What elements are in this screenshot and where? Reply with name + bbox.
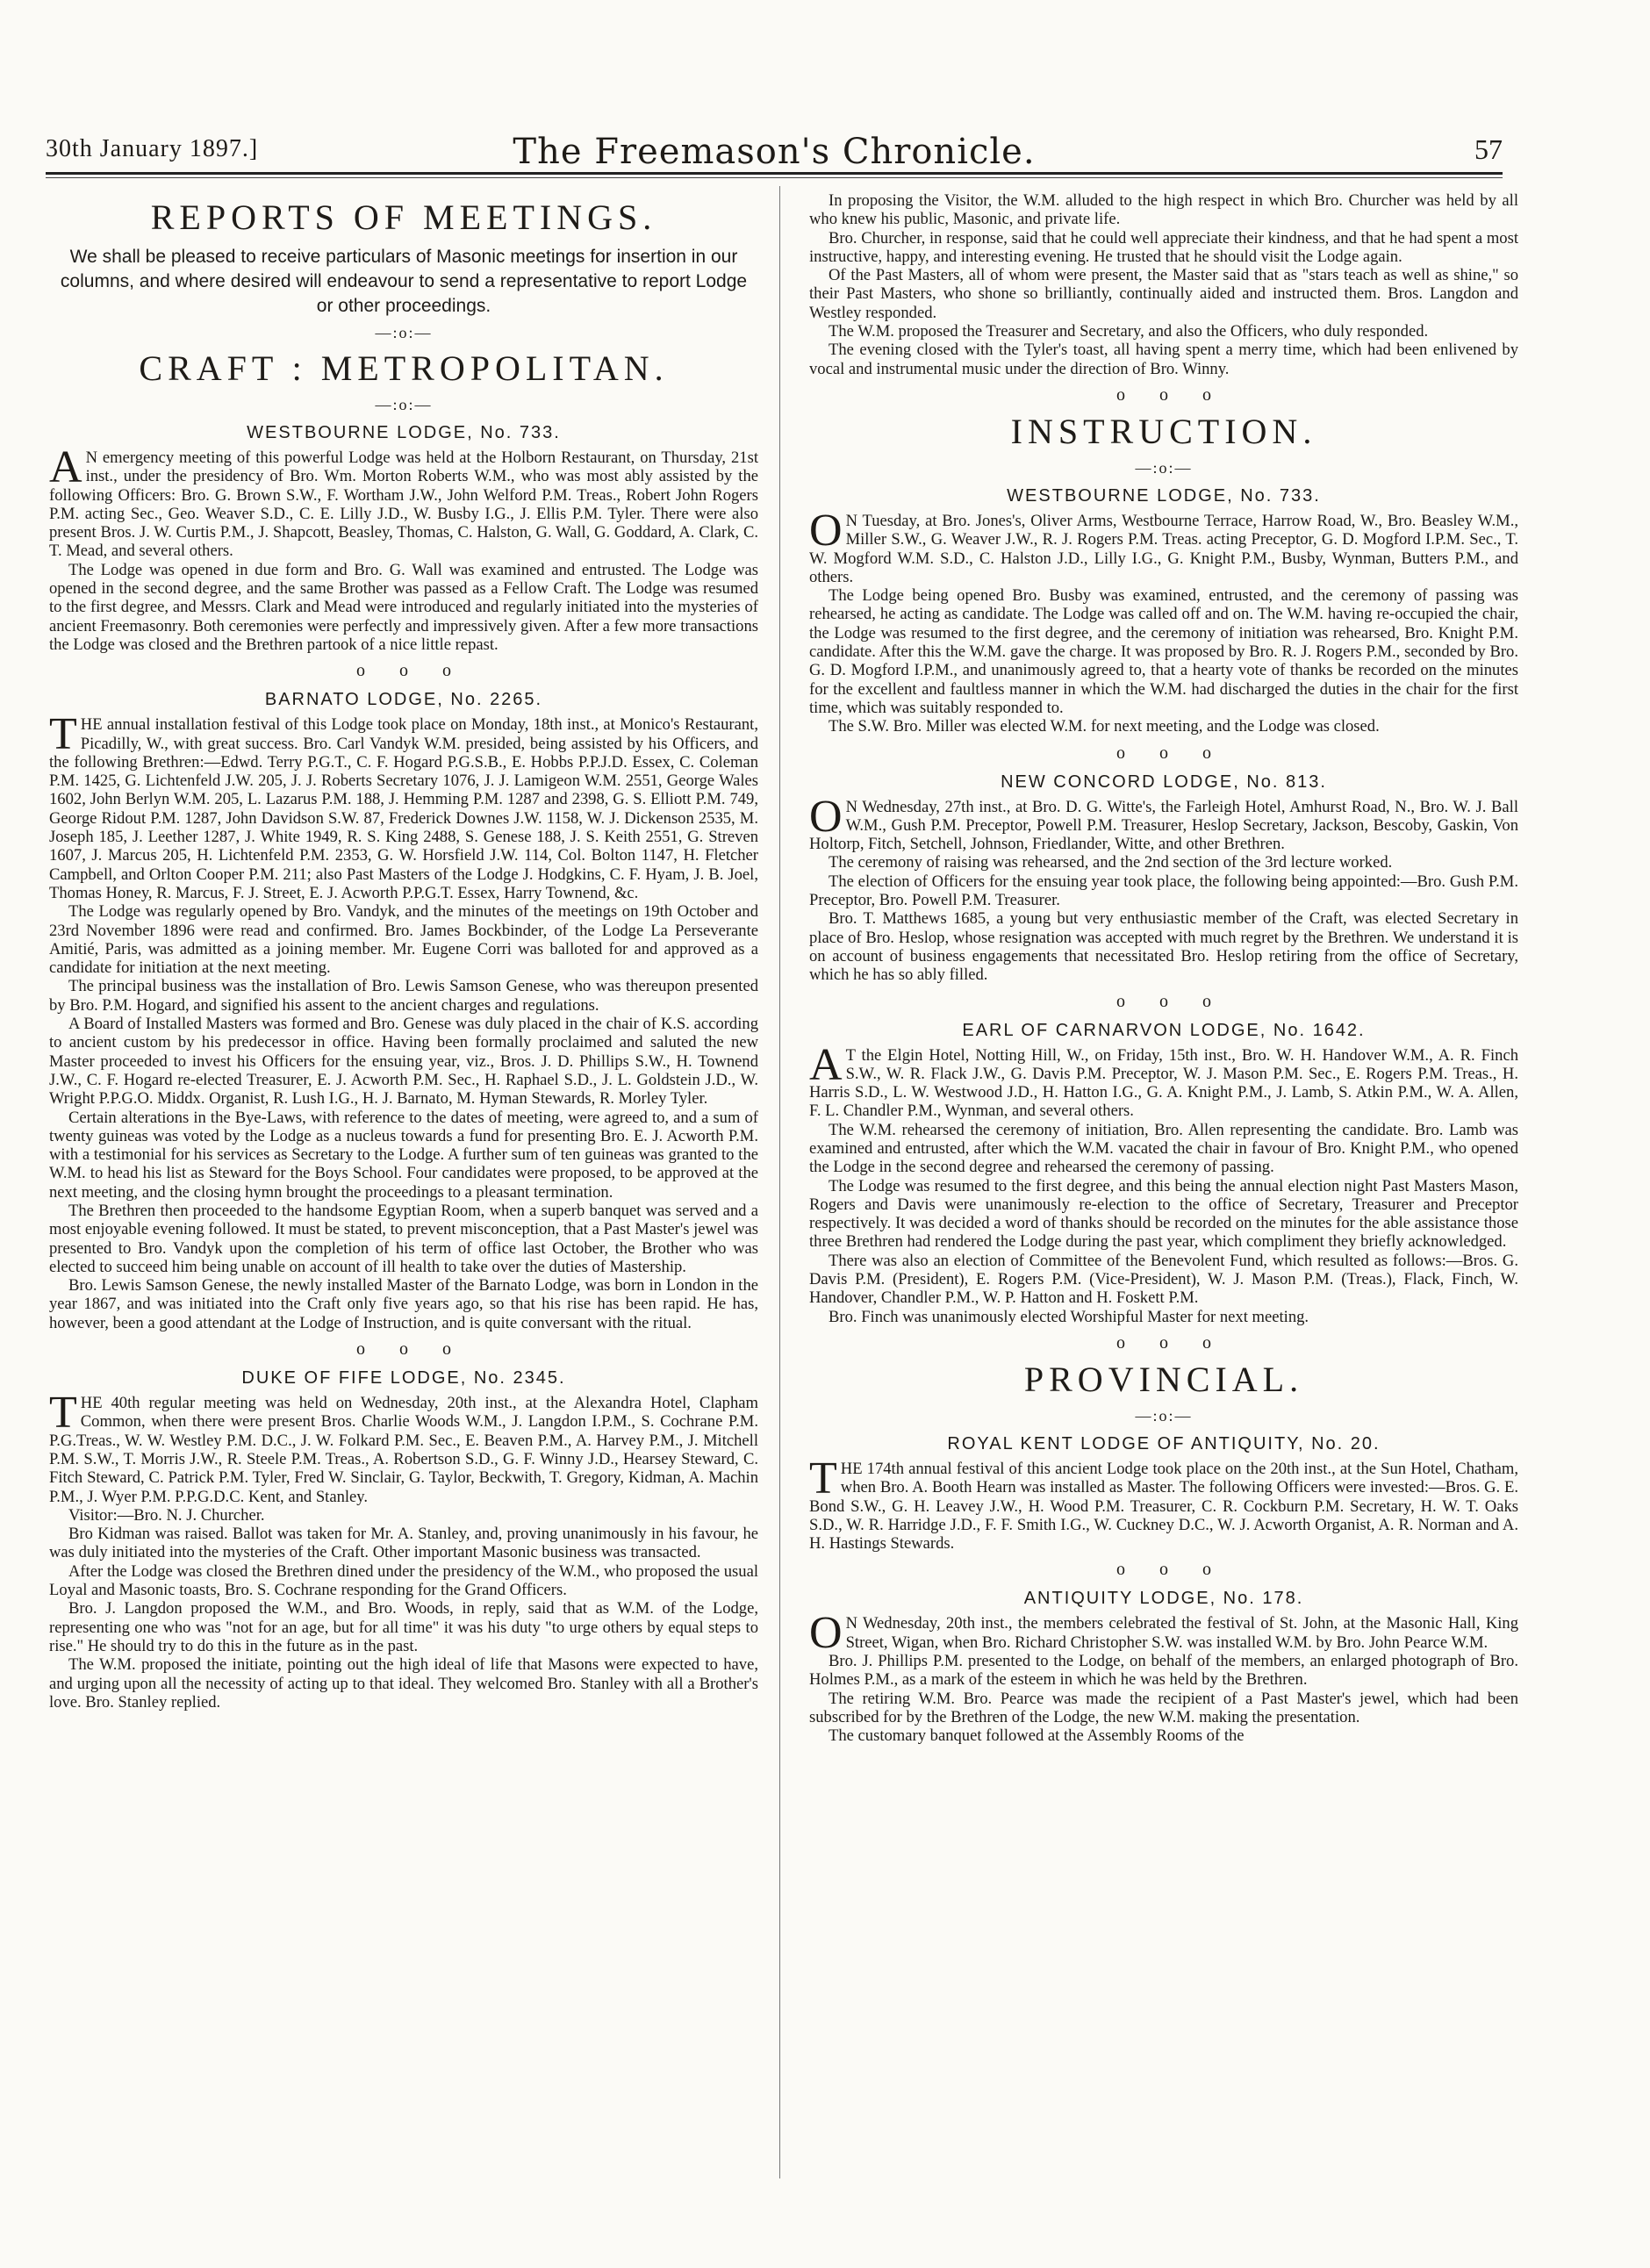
- article-paragraph: The Brethren then proceeded to the handsome Egyptian Room, when a superb banquet was served and a most enjoyable evening followed. It must be stated, to prevent misconception, that a Past Master's jewel was presented to Bro. Vandyk upon the completion of his term of office last October, the Brother who was elected to succeed him being unable on account of ill health to take over the duties of Mastership.: [49, 1201, 758, 1276]
- drop-cap: T: [49, 1388, 77, 1439]
- article-paragraph: Visitor:—Bro. N. J. Churcher.: [68, 1505, 265, 1525]
- separator: —:o:—: [375, 324, 433, 341]
- article-paragraph: Of the Past Masters, all of whom were present, the Master said that as "stars teach as well as shine," so their Past Masters, who shone so brilliantly, continually aided and instructed them. Bros. Langdon and Westley responded.: [809, 266, 1518, 322]
- article-paragraph: Bro. Finch was unanimously elected Worshipful Master for next meeting.: [829, 1307, 1309, 1326]
- section-ornament: o o o: [1116, 384, 1211, 405]
- craft-metropolitan-heading: CRAFT : METROPOLITAN.: [139, 348, 669, 388]
- page-number: 57: [1474, 133, 1503, 165]
- article-paragraph: O N Wednesday, 20th inst., the members celebrated the festival of St. John, at the Masonic Hall, King Street, Wigan, when Bro. Richard Christopher S.W. was installed W.M. by Bro. John Pearce W.M.: [809, 1608, 1518, 1659]
- section-ornament: o o o: [356, 1339, 451, 1360]
- article-paragraph: Bro. Churcher, in response, said that he could well appreciate their kindness, and that he had spent a most instructive, happy, and interesting evening. He trusted that he should visit the Lodge again.: [809, 228, 1518, 266]
- section-ornament: o o o: [356, 661, 451, 681]
- article-paragraph: The W.M. rehearsed the ceremony of initiation, Bro. Allen representing the candidate. Bro. Lamb was examined and entrusted, after which the W.M. vacated the chair in favour of Bro. Knight P.M., who opened the Lodge in the second degree and rehearsed the ceremony of passing.: [809, 1120, 1518, 1177]
- header-rule: [46, 172, 1503, 175]
- article-paragraph: The Lodge was regularly opened by Bro. Vandyk, and the minutes of the meetings on 19th October and 23rd November 1896 were read and confirmed. Bro. James Bockbinder, of the Lodge La Perseverante Amitié, Paris, was admitted as a joining member. Mr. Eugene Corri was balloted for and approved as a candidate for initiation at the next meeting.: [49, 902, 758, 978]
- section-ornament: o o o: [1116, 991, 1211, 1011]
- article-paragraph: The Lodge was opened in due form and Bro. G. Wall was examined and entrusted. The Lodge was opened in the second degree, and the same Brother was passed as a Fellow Craft. The Lodge was resumed to the first degree, and Messrs. Clark and Mead were introduced and regularly initiated into the mysteries of ancient Freemasonry. Both ceremonies were perfectly and impressively given. After a few more transactions the Lodge was closed and the Brethren partook of a nice little repast.: [49, 560, 758, 654]
- article-paragraph: The W.M. proposed the initiate, pointing out the high ideal of life that Masons were expected to have, and urging upon all the necessity of acting up to that ideal. They welcomed Bro. Stanley with all a Brother's love. Bro. Stanley replied.: [49, 1655, 758, 1712]
- issue-date: 30th January 1897.]: [46, 135, 259, 162]
- section-ornament: o o o: [1116, 1560, 1211, 1580]
- article-paragraph: Bro. Lewis Samson Genese, the newly installed Master of the Barnato Lodge, was born in London in the year 1867, and was initiated into the Craft only five years ago, so that his rise has been rapid. He has, however, been a good attendant at the Lodge of Instruction, and is quite conversant with the ritual.: [49, 1276, 758, 1332]
- drop-cap: O: [809, 1608, 843, 1659]
- section-ornament: o o o: [1116, 743, 1211, 763]
- right-column: [809, 191, 1518, 1746]
- lodge-title-westbourne: WESTBOURNE LODGE, No. 733.: [247, 423, 561, 442]
- article-paragraph: After the Lodge was closed the Brethren dined under the presidency of the W.M., who proposed the usual Loyal and Masonic toasts, Bro. S. Cochrane responding for the Grand Officers.: [49, 1561, 758, 1600]
- article-paragraph: The retiring W.M. Bro. Pearce was made the recipient of a Past Master's jewel, which had been subscribed for by the Brethren of the Lodge, the new W.M. making the presentation.: [809, 1689, 1518, 1726]
- reports-intro: We shall be pleased to receive particulars of Masonic meetings for insertion in our columns, and where desired will endeavour to send a representative to report Lodge or other proceedings.: [60, 247, 748, 316]
- article-paragraph: The election of Officers for the ensuing year took place, the following being appointed:—Bro. Gush P.M. Preceptor, Bro. Powell P.M. Treasurer.: [809, 872, 1518, 910]
- article-paragraph: The W.M. proposed the Treasurer and Secretary, and also the Officers, who duly responded.: [829, 322, 1429, 341]
- article-paragraph: O N Wednesday, 27th inst., at Bro. D. G. Witte's, the Farleigh Hotel, Amhurst Road, N., Bro. W. J. Ball W.M., Gush P.M. Preceptor, Powell P.M. Treasurer, Heslop Secretary, Jackson, Bescoby, Gaskin, Von Holtorp, Fitch, Setchell, Johnson, Friedlander, Witte, and other Brethren.: [809, 791, 1518, 854]
- header-rule-thin: [46, 177, 1503, 178]
- page-header: [46, 132, 1503, 176]
- instruction-heading: INSTRUCTION.: [1010, 411, 1317, 451]
- article-paragraph: Bro Kidman was raised. Ballot was taken for Mr. A. Stanley, and, proving unanimously in his favour, he was duly initiated into the mysteries of the Craft. Other important Masonic business was transacted.: [49, 1525, 758, 1562]
- lodge-title-carnarvon: EARL OF CARNARVON LODGE, No. 1642.: [962, 1020, 1366, 1040]
- article-paragraph: O N Tuesday, at Bro. Jones's, Oliver Arms, Westbourne Terrace, Harrow Road, W., Bro. Beasley W.M., Miller S.W., G. Weaver J.W., R. J. Rogers P.M. Treas. acting Preceptor, G. D. Mogford I.P.M. Sec., T. W. Mogford W.M. S.D., C. Halston J.D., Lilly I.G., G. Knight P.M., Busby, Wynman, Butters P.M., and others.: [809, 505, 1518, 586]
- article-paragraph: THE 40th regular meeting was held on Wednesday, 20th inst., at the Alexandra Hotel, Clapham Common, when there were present Bros. Charlie Woods W.M., J. Langdon I.P.M., S. Cochrane P.M. P.G.Treas., W. W. Westley P.M. D.C., J. W. Folkard P.M. Sec., E. Beaven P.M., A. Harvey P.M., J. Mitchell P.M. S.W., T. Morris J.W., R. Steele P.M. Treas., A. Robertson S.D., G. F. Winny J.D., Hearsey Steward, C. Fitch Steward, C. Patrick P.M. Tyler, Fred W. Sinclair, G. Taylor, Beckwith, T. Gregory, Kidman, A. Machin P.M., J. Wyer P.M. P.P.G.D.C. Kent, and Stanley.: [49, 1388, 758, 1506]
- article-paragraph: Bro. T. Matthews 1685, a young but very enthusiastic member of the Craft, was elected Secretary in place of Bro. Heslop, whose resignation was accepted with much regret by the Brethren. We understand it is on account of business engagements that necessitated Bro. Heslop retiring from the office of Secretary, which he has so ably filled.: [809, 909, 1518, 985]
- lodge-title-antiquity: ANTIQUITY LODGE, No. 178.: [1023, 1589, 1304, 1609]
- drop-cap: T: [809, 1453, 837, 1504]
- article-paragraph: THE 174th annual festival of this ancient Lodge took place on the 20th inst., at the Sun Hotel, Chatham, when Bro. A. Booth Hearn was installed as Master. The following Officers were invested:—Bros. G. E. Bond S.W., G. H. Leavey J.W., H. Wood P.M. Treasurer, C. R. Cockburn P.M. Secretary, H. W. T. Oaks S.D., W. R. Harridge J.D., F. F. Smith I.G., W. Cuckney D.C., W. J. Acworth Organist, A. R. Norman and A. H. Hastings Stewards.: [809, 1453, 1518, 1554]
- article-paragraph: The evening closed with the Tyler's toast, all having spent a merry time, which had been enlivened by vocal and instrumental music under the direction of Bro. Winny.: [809, 341, 1518, 378]
- article-paragraph: A T the Elgin Hotel, Notting Hill, W., on Friday, 15th inst., Bro. W. H. Handover W.M., A. R. Finch S.W., W. R. Flack J.W., G. Davis P.M. Preceptor, W. J. Mason P.M. Sec., E. Rogers P.M. Treas., H. Harris S.D., L. W. Westwood J.D., H. Hatton I.G., G. A. Knight P.M., J. Lamb, S. Atkin P.M., W. A. Allen, F. L. Chandler P.M., Wynman, and several others.: [809, 1039, 1518, 1121]
- drop-cap: O: [809, 791, 843, 842]
- article-paragraph: The customary banquet followed at the Assembly Rooms of the: [829, 1726, 1245, 1746]
- article-paragraph: The ceremony of raising was rehearsed, and the 2nd section of the 3rd lecture worked.: [829, 853, 1393, 872]
- article-paragraph: The principal business was the installation of Bro. Lewis Samson Genese, who was thereupon presented by Bro. P.M. Hogard, and signified his assent to the ancient charges and regulations.: [49, 977, 758, 1015]
- provincial-heading: PROVINCIAL.: [1023, 1359, 1304, 1399]
- article-paragraph: In proposing the Visitor, the W.M. alluded to the high respect in which Bro. Churcher was held by all who knew his public, Masonic, and private life.: [809, 191, 1518, 229]
- drop-cap: O: [809, 505, 843, 556]
- lodge-title-new-concord: NEW CONCORD LODGE, No. 813.: [1001, 772, 1327, 792]
- article-paragraph: Bro. J. Langdon proposed the W.M., and Bro. Woods, in reply, said that as W.M. of the Lodge, representing one who was "not for an age, but for all time" it was his duty "to urge others by equal steps to rise." He should try to do this in the future as in the past.: [49, 1599, 758, 1655]
- masthead-title: The Freemason's Chronicle.: [513, 132, 1036, 172]
- article-paragraph: The Lodge being opened Bro. Busby was examined, entrusted, and the ceremony of passing was rehearsed, he acting as candidate. The Lodge was called off and on. The W.M. having re-occupied the chair, the Lodge was resumed to the first degree, and the ceremony of initiation was rehearsed, Bro. Knight P.M. candidate. After this the W.M. gave the charge. It was proposed by Bro. R. J. Rogers P.M., seconded by Bro. G. D. Mogford I.P.M., and unanimously agreed to, that a hearty vote of thanks be recorded on the minutes for the excellent and faultless manner in which the W.M. had discharged the duties in the chair for the first time, which was suitably responded to.: [809, 586, 1518, 717]
- left-column: [49, 191, 758, 1712]
- article-paragraph: Certain alterations in the Bye-Laws, with reference to the dates of meeting, were agreed to, and a sum of twenty guineas was voted by the Lodge as a nucleus towards a fund for presenting Bro. E. J. Acworth P.M. with a testimonial for his services as Secretary to the Lodge. A further sum of ten guineas was granted to the W.M. to head his list as Steward for the Boys School. Four candidates were proposed, to be approved at the next meeting, and the closing hymn brought the proceedings to a pleasant termination.: [49, 1108, 758, 1202]
- lodge-title-westbourne-instruction: WESTBOURNE LODGE, No. 733.: [1007, 485, 1321, 506]
- drop-cap: T: [49, 709, 77, 760]
- column-divider: [779, 186, 780, 2178]
- article-paragraph: Bro. J. Phillips P.M. presented to the Lodge, on behalf of the members, an enlarged photograph of Bro. Holmes P.M., as a mark of the esteem in which he was held by the Brethren.: [809, 1652, 1518, 1690]
- drop-cap: A: [809, 1039, 843, 1090]
- separator: —:o:—: [1135, 1406, 1193, 1425]
- article-paragraph: There was also an election of Committee of the Benevolent Fund, which resulted as follows:—Bros. G. Davis P.M. (President), E. Rogers P.M. (Vice-President), W. J. Mason P.M. (Treas.), Flack, Finch, W. Handover, Chandler P.M., W. P. Hatton and H. Foskett P.M.: [809, 1251, 1518, 1308]
- article-paragraph: A N emergency meeting of this powerful Lodge was held at the Holborn Restaurant, on Thursday, 21st inst., under the presidency of Bro. Wm. Morton Roberts W.M., who was most ably assisted by the following Officers: Bro. G. Brown S.W., F. Wortham J.W., John Welford P.M. Treas., Robert John Rogers P.M. acting Sec., Geo. Weaver S.D., C. E. Lilly J.D., W. Busby I.G., J. Ellis P.M. Tyler. There were also present Bros. J. W. Curtis P.M., J. Shapcott, Beasley, Thomas, C. Halston, G. Wall, G. Goddard, A. Clark, C. T. Mead, and several others.: [49, 442, 758, 561]
- separator: —:o:—: [1135, 458, 1193, 477]
- article-paragraph: The Lodge was resumed to the first degree, and this being the annual election night Past Masters Mason, Rogers and Davis were unanimously re-election to the office of Secretary, Treasurer and Preceptor respectively. It was decided a word of thanks should be recorded on the minutes for the able assistance those three Brethren had rendered the Lodge during the past year, which compliment they briefly acknowledged.: [809, 1176, 1518, 1252]
- lodge-title-royal-kent: ROYAL KENT LODGE OF ANTIQUITY, No. 20.: [947, 1433, 1381, 1453]
- separator: —:o:—: [375, 396, 433, 413]
- drop-cap: A: [49, 442, 82, 492]
- article-paragraph: THE annual installation festival of this Lodge took place on Monday, 18th inst., at Monico's Restaurant, Picadilly, W., with great success. Bro. Carl Vandyk W.M. presided, being assisted by his Officers, and the following Brethren:—Edwd. Terry P.G.T., C. F. Hogard P.G.S.B., E. Hobbs P.P.J.D. Essex, C. Coleman P.M. 1425, G. Lichtenfeld J.W. 205, J. J. Roberts Secretary 1076, J. J. Lamigeon W.M. 2551, George Wales 1602, John Berlyn W.M. 205, L. Lazarus P.M. 188, J. Hemming P.M. 1287 and 2398, G. S. Elliott P.M. 749, George Ridout P.M. 1287, John Davidson S.W. 87, Frederick Downes J.W. 1158, W. J. Dickenson 2535, M. Joseph 185, J. Leether 1287, J. White 1949, R. S. King 2488, S. Genese 188, J. S. Keith 2551, G. Streven 1607, J. Marcus 205, H. Lichtenfeld P.M. 2353, G. W. Horsfield J.W. 114, Col. Bolton 1147, H. Fletcher Campbell, and Orlton Cooper P.M. 211; also Past Masters of the Lodge J. Hodgkins, C. F. Hyam, J. B. Joel, Thomas Honey, R. Marcus, F. J. Street, E. J. Acworth P.P.G.T. Essex, Harry Townend, &c.: [49, 709, 758, 902]
- section-ornament: o o o: [1116, 1332, 1211, 1353]
- lodge-title-barnato: BARNATO LODGE, No. 2265.: [264, 690, 543, 710]
- article-paragraph: A Board of Installed Masters was formed and Bro. Genese was duly placed in the chair of K.S. according to ancient custom by his predecessor in office. Having been formally proclaimed and saluted the new Master proceeded to invest his Officers for the ensuing year, viz., Bros. J. D. Phillips S.W., H. Townend J.W., C. F. Hogard re-elected Treasurer, E. J. Acworth P.M. Sec., H. Raphael S.D., J. L. Goldstein J.D., W. Wright P.P.G.O. Middx. Organist, R. Lush I.G., H. J. Barnato, M. Hyman Stewards, R. Morley Tyler.: [49, 1015, 758, 1109]
- article-paragraph: The S.W. Bro. Miller was elected W.M. for next meeting, and the Lodge was closed.: [829, 717, 1380, 736]
- reports-heading: REPORTS OF MEETINGS.: [150, 197, 657, 237]
- lodge-title-duke-of-fife: DUKE OF FIFE LODGE, No. 2345.: [241, 1368, 566, 1389]
